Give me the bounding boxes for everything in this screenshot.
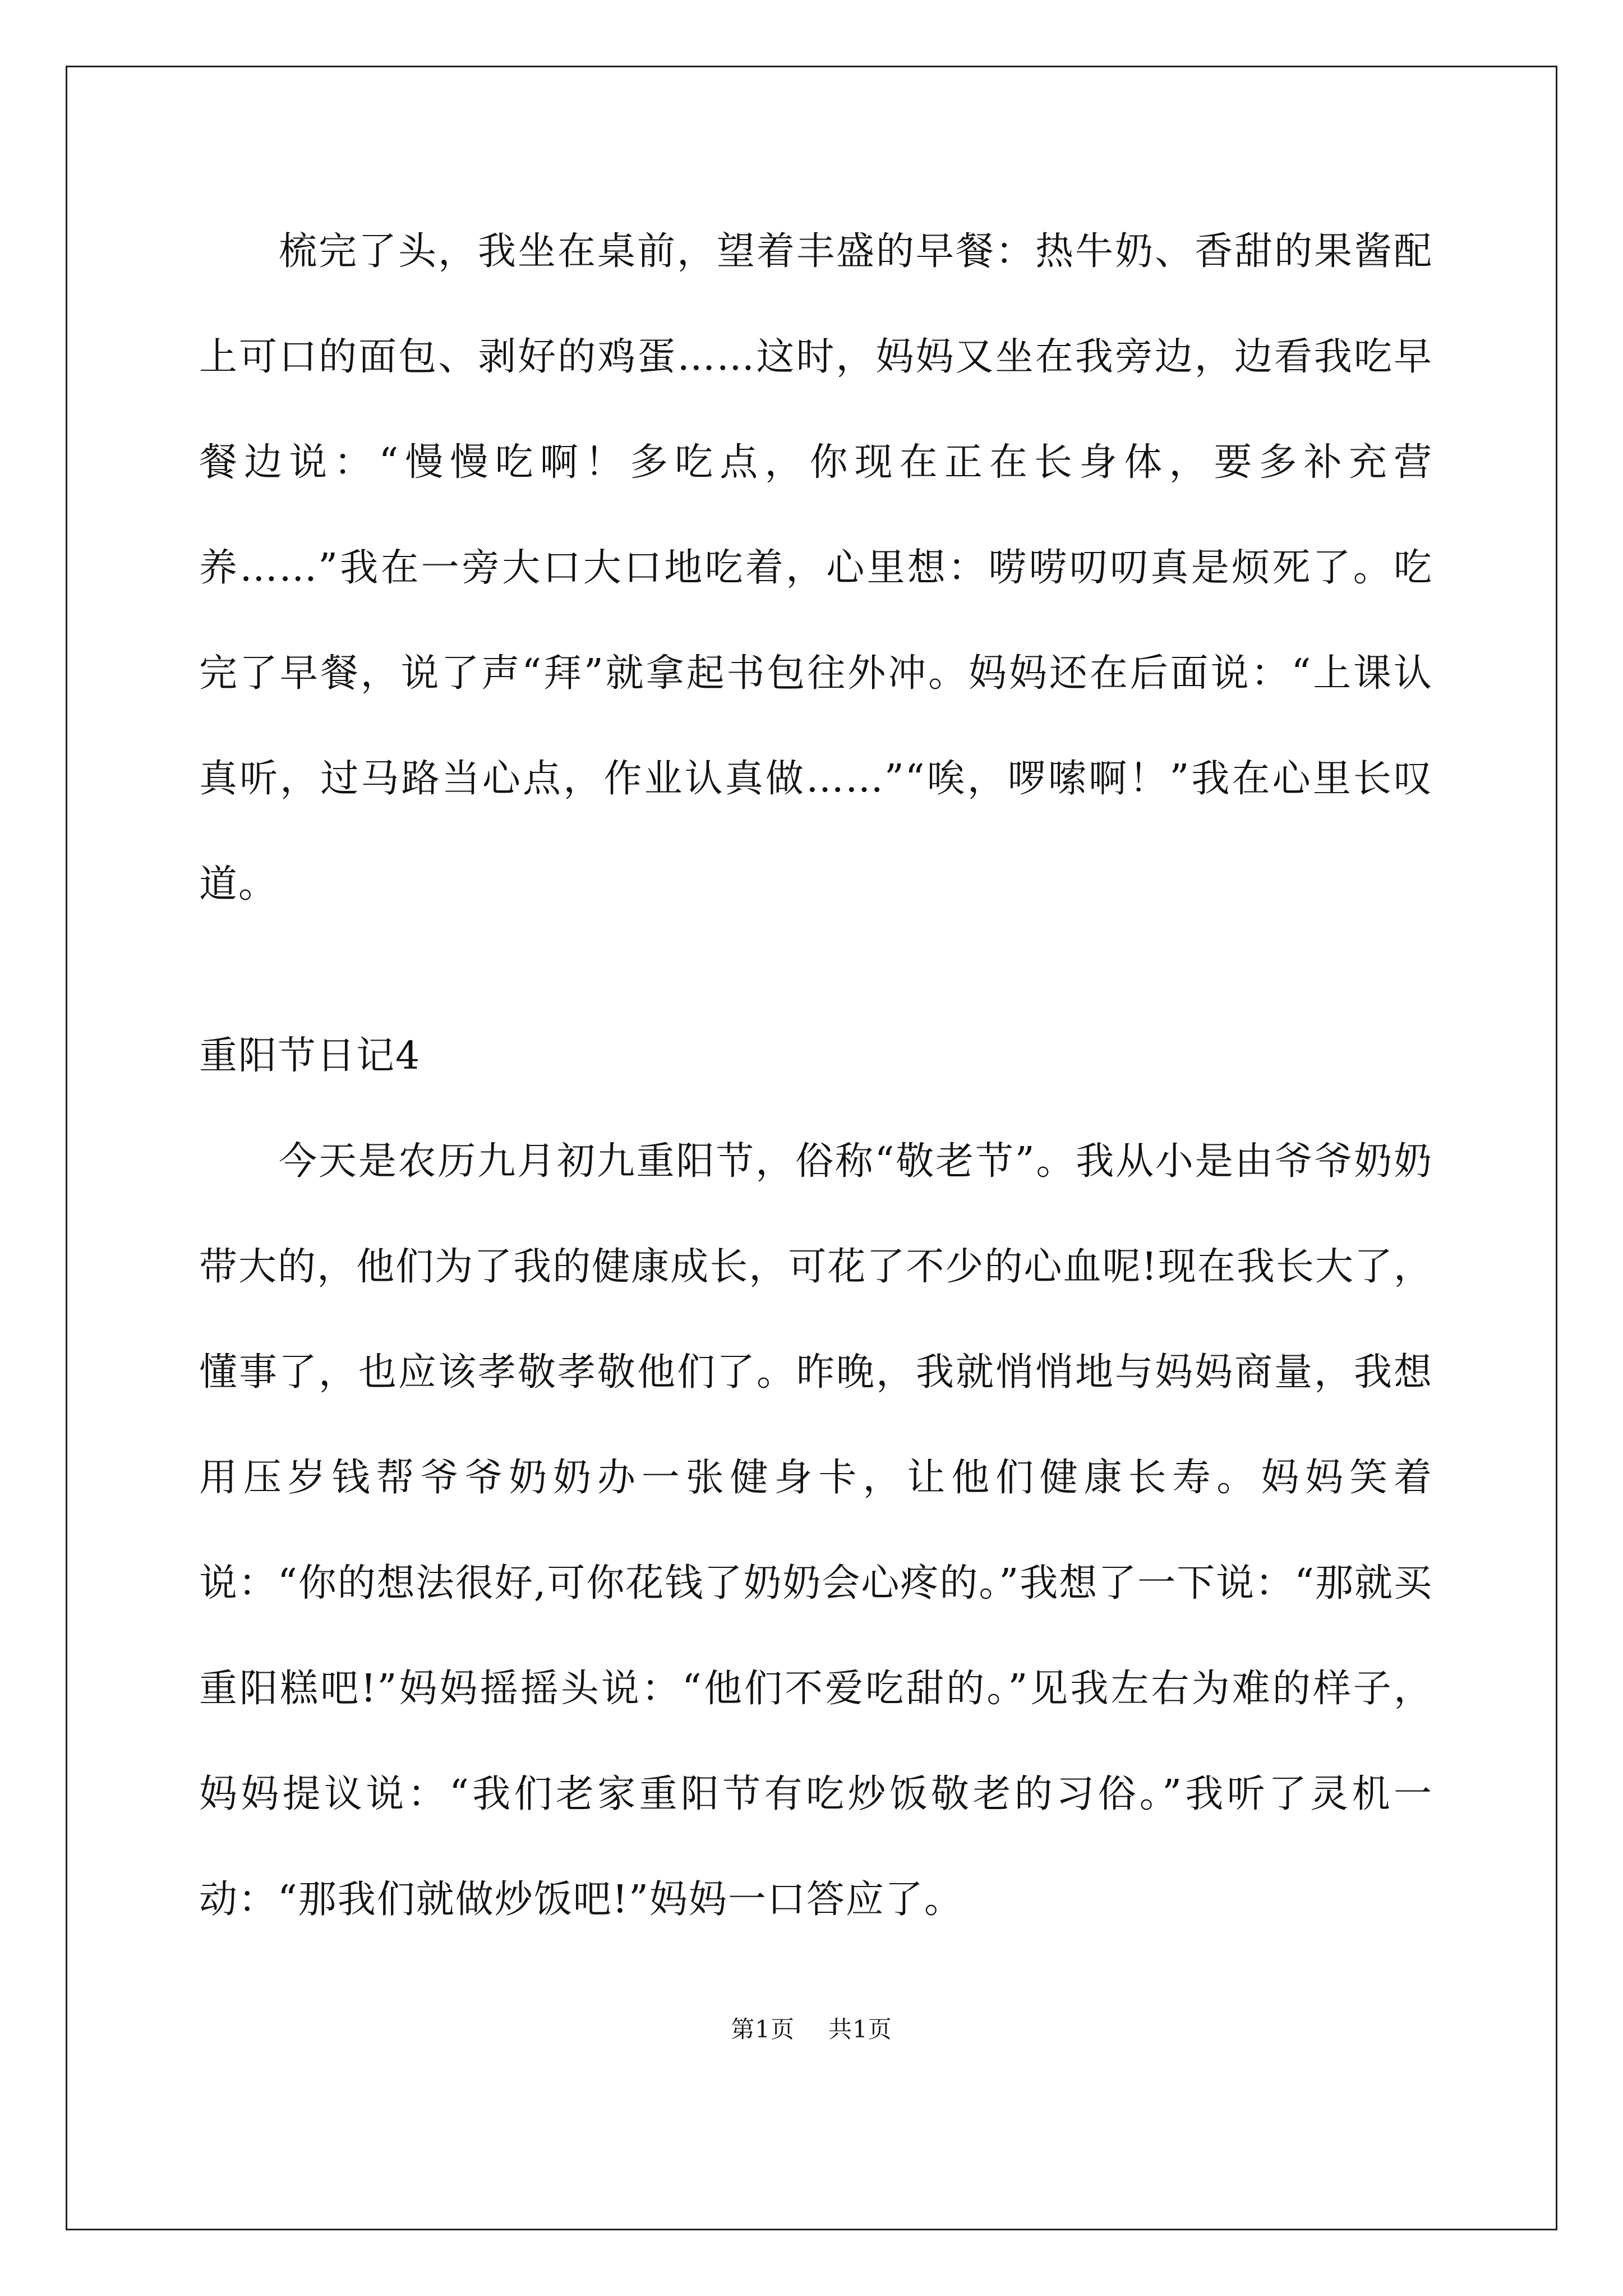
paragraph-double-ninth: 今天是农历九月初九重阳节，俗称“敬老节”。我从小是由爷爷奶奶带大的，他们为了我的健康成长，可花了不少的心血呢!现在我长大了，懂事了，也应该孝敬孝敬他们了。昨晚，我就悄悄地与妈妈商量，我想用压岁钱帮爷爷奶奶办一张健身卡，让他们健康长寿。妈妈笑着说：“你的想法很好,可你花钱了奶奶会心疼的。”我想了一下说：“那就买重阳糕吧!”妈妈摇摇头说：“他们不爱吃甜的。”见我左右为难的样子，妈妈提议说：“我们老家重阳节有吃炒饭敬老的习俗。”我听了灵机一动：“那我们就做炒饭吧!”妈妈一口答应了。 [199,1139,1433,1922]
section-heading: 重阳节日记4 [199,1034,421,1078]
document-body [199,199,1433,1953]
page-footer [0,2011,1623,2045]
page-number: 第1页 [731,2016,795,2043]
paragraph-breakfast: 梳完了头，我坐在桌前，望着丰盛的早餐：热牛奶、香甜的果酱配上可口的面包、剥好的鸡蛋……这时，妈妈又坐在我旁边，边看我吃早餐边说：“慢慢吃啊！多吃点，你现在正在长身体，要多补充营养……”我在一旁大口大口地吃着，心里想：唠唠叨叨真是烦死了。吃完了早餐，说了声“拜”就拿起书包往外冲。妈妈还在后面说：“上课认真听，过马路当心点，作业认真做……”“唉，啰嗦啊！”我在心里长叹道。 [199,229,1433,907]
page-total: 共1页 [828,2016,892,2043]
